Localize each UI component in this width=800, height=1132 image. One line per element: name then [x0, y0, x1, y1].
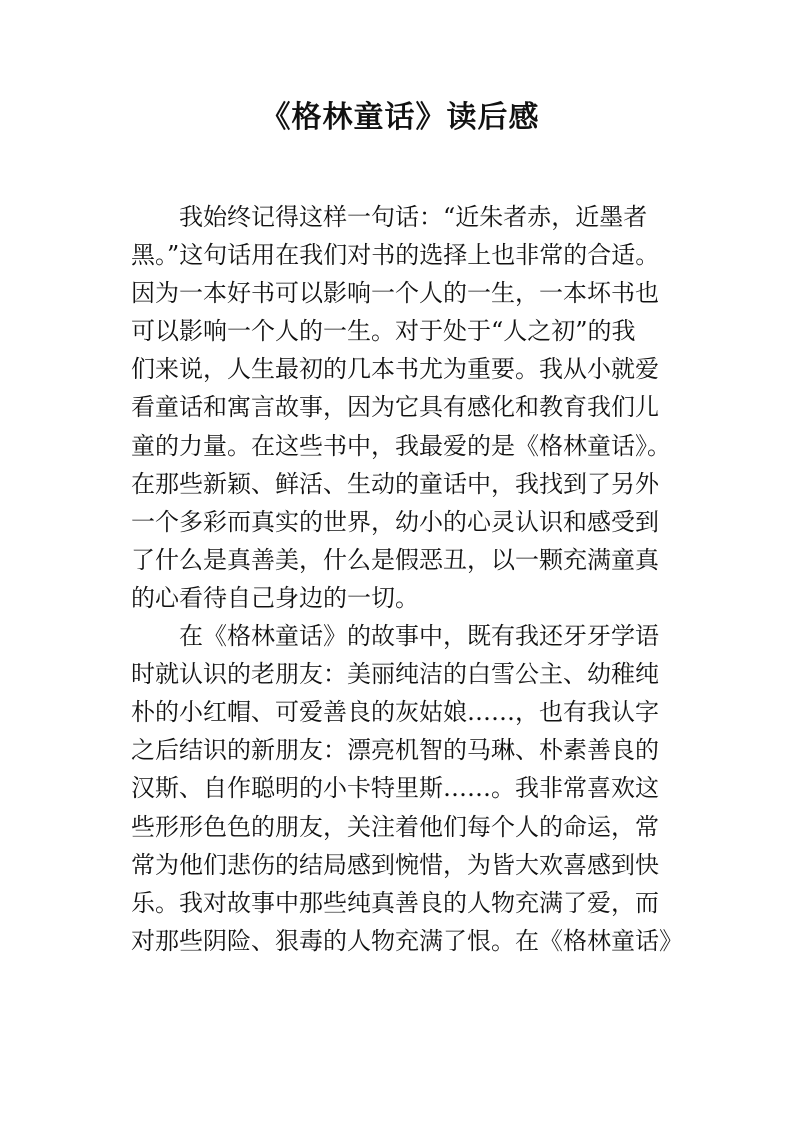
text-line: 常为他们悲伤的结局感到惋惜，为皆大欢喜感到快 — [131, 850, 659, 879]
text-line: 对那些阴险、狠毒的人物充满了恨。在《格林童话》 — [131, 926, 683, 955]
text-line: 们来说，人生最初的几本书尤为重要。我从小就爱 — [131, 355, 659, 384]
text-line: 了什么是真善美，什么是假恶丑，以一颗充满童真 — [131, 545, 659, 574]
text-line: 因为一本好书可以影响一个人的一生，一本坏书也 — [131, 279, 659, 308]
text-line: 朴的小红帽、可爱善良的灰姑娘……，也有我认字 — [131, 698, 659, 727]
text-line: 一个多彩而真实的世界，幼小的心灵认识和感受到 — [131, 507, 659, 536]
text-line: 之后结识的新朋友：漂亮机智的马琳、朴素善良的 — [131, 736, 659, 765]
text-line: 童的力量。在这些书中，我最爱的是《格林童话》。 — [131, 431, 671, 460]
text-line: 些形形色色的朋友，关注着他们每个人的命运，常 — [131, 812, 659, 841]
text-line: 汉斯、自作聪明的小卡特里斯……。我非常喜欢这 — [131, 774, 659, 803]
page-title: 《格林童话》读后感 — [260, 100, 540, 135]
text-line: 可以影响一个人的一生。对于处于“人之初”的我 — [131, 317, 636, 346]
text-line: 时就认识的老朋友：美丽纯洁的白雪公主、幼稚纯 — [131, 660, 659, 689]
text-line: 我始终记得这样一句话：“近朱者赤，近墨者 — [131, 203, 648, 231]
text-line: 在《格林童话》的故事中，既有我还牙牙学语 — [131, 622, 659, 651]
text-line: 在那些新颖、鲜活、生动的童话中，我找到了另外 — [131, 469, 659, 498]
text-line: 看童话和寓言故事，因为它具有感化和教育我们儿 — [131, 393, 659, 422]
body-text — [131, 198, 691, 960]
text-line: 的心看待自己身边的一切。 — [131, 583, 419, 612]
text-line: 黑。”这句话用在我们对书的选择上也非常的合适。 — [131, 241, 660, 270]
text-line: 乐。我对故事中那些纯真善良的人物充满了爱，而 — [131, 888, 659, 917]
